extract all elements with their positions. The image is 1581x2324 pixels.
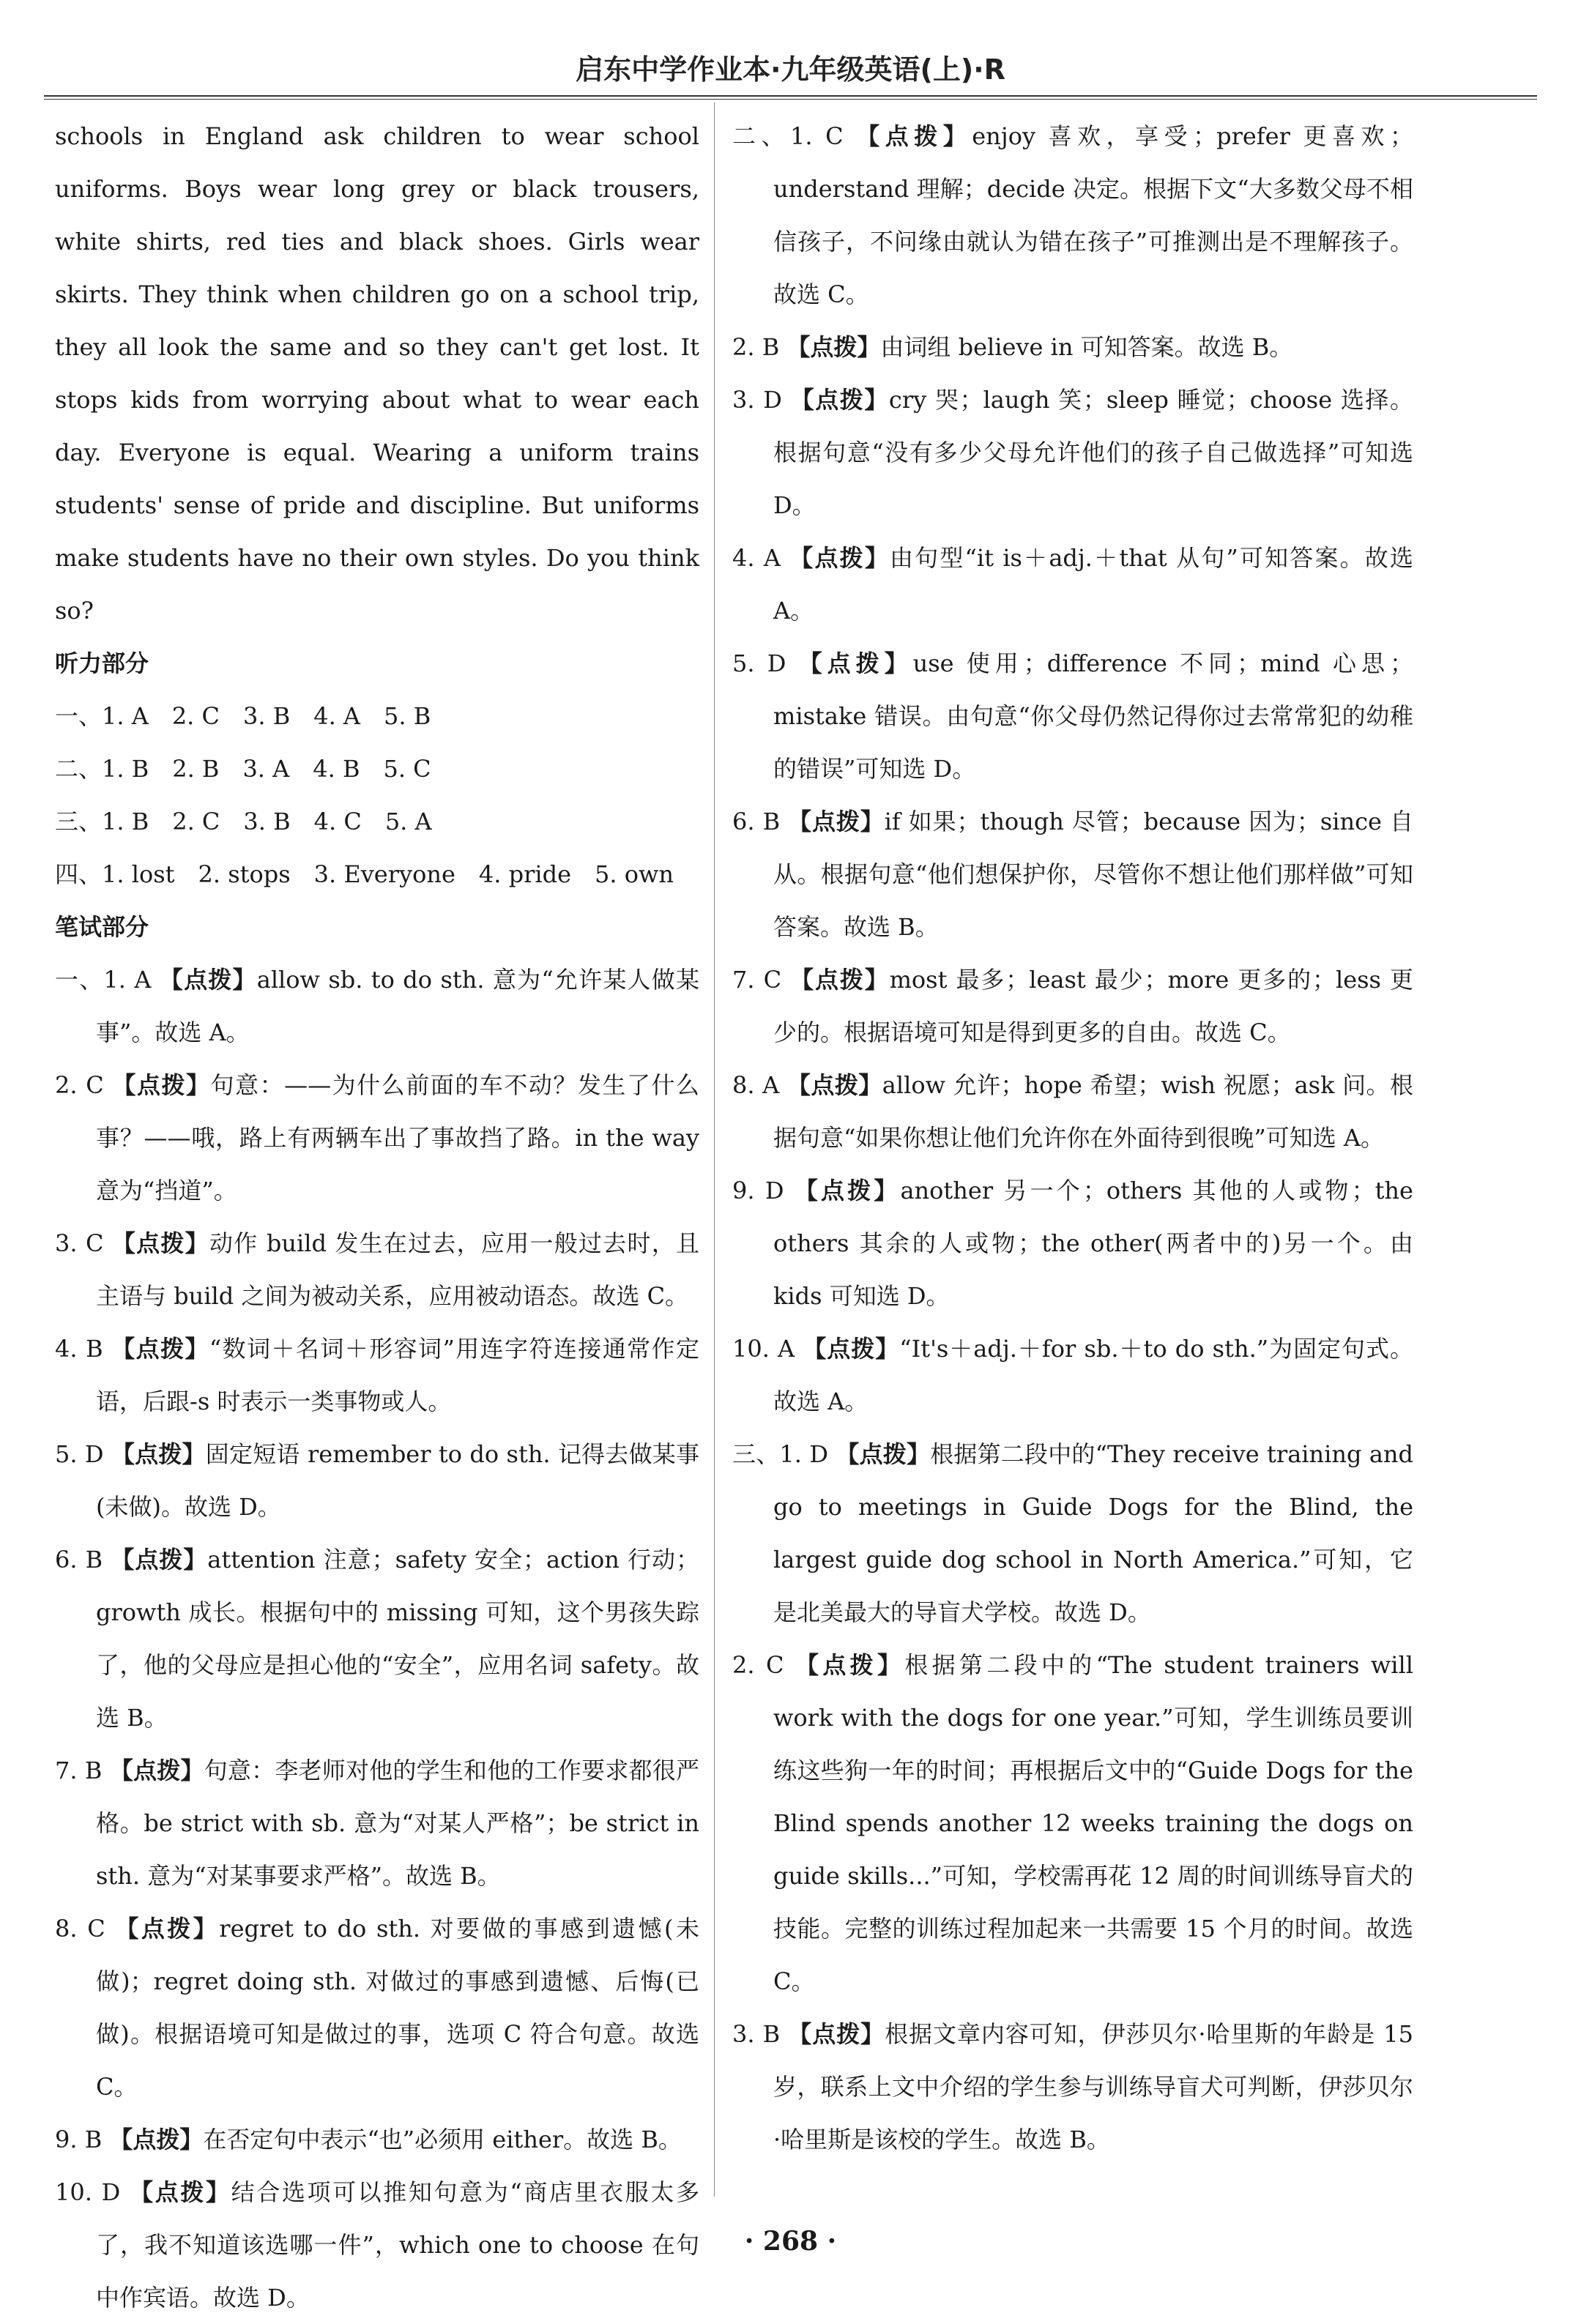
answer-item: 9. D 【点拨】another 另一个；others 其他的人或物；the others 其余的人或物；the other(两者中的)另一个。由 kids 可知选 D。 xyxy=(732,1177,1413,1310)
left-column xyxy=(55,110,699,2324)
answer-item: 5. D 【点拨】use 使用；difference 不同；mind 心思；mistake 错误。由句意“你父母仍然记得你过去常常犯的幼稚的错误”可知选 D。 xyxy=(732,649,1413,783)
answer-item: 7. C 【点拨】most 最多；least 最少；more 更多的；less 更少的。根据语境可知是得到更多的自由。故选 C。 xyxy=(732,966,1414,1046)
answer-item: 2. C 【点拨】根据第二段中的“The student trainers will work with the dogs for one year.”可知，学生训练员要训练这些狗一年的时间；再根据后文中的“Guide Dogs for the Blind spends another 12 weeks training the dogs on guide skills...”可知，学校需再花 12 周的时间训练导盲犬的技能。完整的训练过程加起来一共需要 15 个月的时间。故选 C。 xyxy=(732,1651,1413,1995)
header-rule xyxy=(44,95,1537,100)
answer-item: 2. B 【点拨】由词组 believe in 可知答案。故选 B。 xyxy=(732,333,1293,361)
answer-item: 9. B 【点拨】在否定句中表示“也”必须用 either。故选 B。 xyxy=(55,2126,682,2153)
column-divider xyxy=(714,103,715,2197)
right-column xyxy=(732,110,1413,2166)
listening-section-title: 听力部分 xyxy=(55,649,149,677)
answer-item: 8. A 【点拨】allow 允许；hope 希望；wish 祝愿；ask 问。根据句意“如果你想让他们允许你在外面待到很晚”可知选 A。 xyxy=(732,1071,1414,1152)
answer-item: 3. B 【点拨】根据文章内容可知，伊莎贝尔·哈里斯的年龄是 15 岁，联系上文中介绍的学生参与训练导盲犬可判断，伊莎贝尔·哈里斯是该校的学生。故选 B。 xyxy=(732,2020,1413,2153)
answer-item: 一、1. A 【点拨】allow sb. to do sth. 意为“允许某人做某事”。故选 A。 xyxy=(55,966,699,1046)
answer-item: 4. A 【点拨】由句型“it is＋adj.＋that 从句”可知答案。故选 A。 xyxy=(732,544,1413,625)
intro-paragraph: schools in England ask children to wear school uniforms. Boys wear long grey or black trousers, white shirts, red ties and black shoes. Girls wear skirts. They think when children go on a school trip, they all look the same and so they can't get lost. It stops kids from worrying about what to wear each day. Everyone is equal. Wearing a uniform trains students' sense of pride and discipline. But uniforms make students have no their own styles. Do you think so? xyxy=(55,122,699,625)
listening-answers-2: 二、1. B 2. B 3. A 4. B 5. C xyxy=(55,755,431,783)
answer-item: 4. B 【点拨】“数词＋名词＋形容词”用连字符连接通常作定语，后跟-s 时表示一类事物或人。 xyxy=(55,1335,699,1415)
listening-answers-1: 一、1. A 2. C 3. B 4. A 5. B xyxy=(55,702,431,730)
answer-item: 三、1. D 【点拨】根据第二段中的“They receive training and go to meetings in Guide Dogs for the Blind, the largest guide dog school in North America.”可知，它是北美最大的导盲犬学校。故选 D。 xyxy=(732,1440,1413,1626)
answer-item: 8. C 【点拨】regret to do sth. 对要做的事感到遗憾(未做)；regret doing sth. 对做过的事感到遗憾、后悔(已做)。根据语境可知是做过的事，选项 C 符合句意。故选 C。 xyxy=(55,1915,699,2101)
answer-item: 10. D 【点拨】结合选项可以推知句意为“商店里衣服太多了，我不知道该选哪一件”，which one to choose 在句中作宾语。故选 D。 xyxy=(55,2178,700,2312)
answer-item: 6. B 【点拨】attention 注意；safety 安全；action 行动；growth 成长。根据句中的 missing 可知，这个男孩失踪了，他的父母应是担心他的“安全”，应用名词 safety。故选 B。 xyxy=(55,1546,700,1732)
written-section-title: 笔试部分 xyxy=(55,913,149,941)
answer-item: 6. B 【点拨】if 如果；though 尽管；because 因为；since 自从。根据句意“他们想保护你，尽管你不想让他们那样做”可知答案。故选 B。 xyxy=(732,808,1413,941)
answer-item: 3. D 【点拨】cry 哭；laugh 笑；sleep 睡觉；choose 选择。根据句意“没有多少父母允许他们的孩子自己做选择”可知选 D。 xyxy=(732,386,1413,519)
answer-item: 7. B 【点拨】句意：李老师对他的学生和他的工作要求都很严格。be strict with sb. 意为“对某人严格”；be strict in sth. 意为“对某事要求严格”。故选 B。 xyxy=(55,1757,699,1890)
listening-answers-3: 三、1. B 2. C 3. B 4. C 5. A xyxy=(55,808,432,835)
answer-item: 2. C 【点拨】句意：——为什么前面的车不动？发生了什么事？——哦，路上有两辆车出了事故挡了路。in the way 意为“挡道”。 xyxy=(55,1071,699,1204)
answer-item: 二、1. C 【点拨】enjoy 喜欢，享受；prefer 更喜欢；understand 理解；decide 决定。根据下文“大多数父母不相信孩子，不问缘由就认为错在孩子”可推测出是不理解孩子。故选 C。 xyxy=(732,122,1413,308)
answer-item: 5. D 【点拨】固定短语 remember to do sth. 记得去做某事(未做)。故选 D。 xyxy=(55,1440,699,1521)
running-header: 启东中学作业本·九年级英语(上)·R xyxy=(576,53,1005,86)
answer-item: 3. C 【点拨】动作 build 发生在过去，应用一般过去时，且主语与 build 之间为被动关系，应用被动语态。故选 C。 xyxy=(55,1229,699,1310)
page-number: · 268 · xyxy=(744,2226,837,2257)
answer-item: 10. A 【点拨】“It's＋adj.＋for sb.＋to do sth.”为固定句式。故选 A。 xyxy=(732,1335,1413,1415)
listening-answers-4: 四、1. lost 2. stops 3. Everyone 4. pride 5. own xyxy=(55,860,674,888)
